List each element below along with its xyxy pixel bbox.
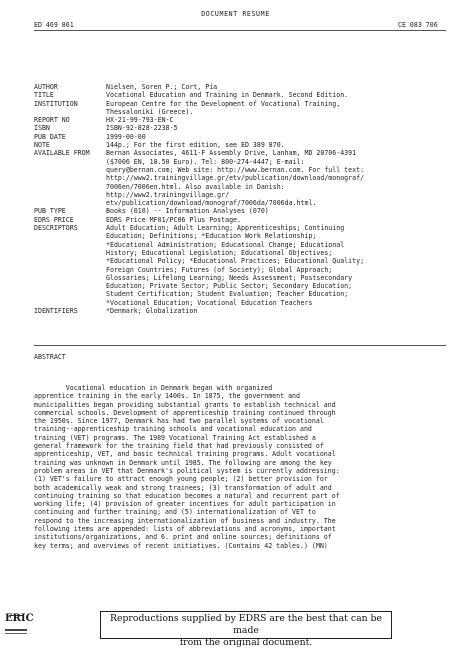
field-note bbox=[34, 141, 454, 149]
field-pub-type bbox=[34, 207, 454, 215]
field-label: ISBN bbox=[34, 124, 50, 133]
field-label: INSTITUTION bbox=[34, 99, 78, 108]
field-edrs-price bbox=[34, 216, 454, 224]
field-isbn bbox=[34, 124, 454, 132]
field-label: EDRS PRICE bbox=[34, 215, 74, 224]
field-value: 1999-00-00 bbox=[106, 132, 146, 141]
field-pub-date bbox=[34, 133, 454, 141]
field-value: ISBN-92-828-2238-5 bbox=[106, 124, 178, 133]
eric-logo bbox=[5, 605, 34, 641]
field-descriptors bbox=[34, 224, 454, 307]
abstract-text: Vocational education in Denmark began with organized apprentice training in the early 1400s. In 1875, the government and municipalities began providing substantial grants to establish technical and commercial schools. Development of apprenticeship training continued through the 1950s. Since 1977, Denmark has had two parallel systems of vocational training--apprenticeship training schools and vocational education and training (VET) programs. The 1989 Vocational Training Act established a general framework for the training field that had previously consisted of apprenticeship, VET, and basic technical training programs. Adult vocational training was unknown in Denmark until 1985. The following are among the key problem areas in VET that Denmark's political system is currently addressing: (1) VET's failure to attract enough young people; (2) better provision for both academically weak and strong trainees; (3) transformation of adult and continuing training so that education becomes a natural and recurrent part of working life; (4) provision of greater incentives for adult participation in continuing and further training; and (5) internationalization of VET to respond to the increasing internationalization of business and industry. The following items are appended: lists of abbreviations and acronyms, important institutions/organizations, and 6. print and online sources; definitions of key terms; and overviews of recent initiatives. (Contains 42 tables.) (MN) bbox=[34, 384, 340, 550]
field-value: Nielsen, Soren P.; Cort, Pia bbox=[106, 83, 218, 91]
field-report-no bbox=[34, 116, 454, 124]
field-label: TITLE bbox=[34, 91, 54, 100]
logo-word: ERIC bbox=[5, 613, 34, 624]
top-divider bbox=[34, 30, 446, 31]
field-value: 144p.; For the first edition, see ED 389 870. bbox=[106, 141, 285, 150]
field-label: NOTE bbox=[34, 141, 50, 150]
field-value: Books (010) -- Information Analyses (070) bbox=[106, 207, 269, 216]
ce-number: CE 083 706 bbox=[398, 21, 438, 29]
field-value: HX-21-99-793-EN-C bbox=[106, 116, 174, 125]
ed-number: ED 469 861 bbox=[34, 21, 74, 29]
reproduction-notice-line-2: from the original document. bbox=[179, 637, 313, 648]
field-available-from bbox=[34, 149, 454, 207]
field-title bbox=[34, 91, 454, 99]
bibliographic-fields bbox=[34, 83, 454, 315]
field-label: AUTHOR bbox=[34, 83, 58, 91]
field-label: PUB TYPE bbox=[34, 207, 66, 216]
field-label: PUB DATE bbox=[34, 132, 66, 141]
field-institution bbox=[34, 100, 454, 117]
field-identifiers bbox=[34, 307, 454, 315]
field-label: REPORT NO bbox=[34, 116, 70, 125]
reproduction-notice-line-1: Reproductions supplied by EDRS are the best that can be made bbox=[109, 613, 383, 636]
field-value: Vocational Education and Training in Denmark. Second Edition. bbox=[106, 91, 349, 100]
field-value: Bernan Associates, 4611-F Assembly Drive, Lanham, MD 20706-4391 ($7006 EN, 18.50 Euro). Tel: 800-274-4447; E-mail: query@bernan.com; Web site: http://www.bernan.com. For full text: http://www2.trainingvillage.gr/etv/publication/download/monograf/ 7006en/7006en.html. Also available in Danish: http://www2.trainingvillage.gr/ etv/publication/download/monograf/7006da/7006da.html. bbox=[106, 149, 365, 208]
field-label: AVAILABLE FROM bbox=[34, 149, 90, 158]
field-value: European Centre for the Development of Vocational Training, Thessaloniki (Greece). bbox=[106, 99, 341, 116]
field-author bbox=[34, 83, 454, 91]
field-label: DESCRIPTORS bbox=[34, 224, 78, 233]
field-value: Adult Education; Adult Learning; Apprenticeships; Continuing Education; Definitions; *Education Work Relationship; *Educational Administration; Educational Change; Educational History; Educational Legislation; Educational Objectives; *Educational Policy; *Educational Practices; Educational Quality; Foreign Countries; Futures (of Society); Global Approach; Glossaries; Lifelong Learning; Needs Assessment; Postsecondary Education; Private Sector; Public Sector; Secondary Education; Student Certification; Student Evaluation; Teacher Education; *Vocational Education; Vocational Education Teachers bbox=[106, 224, 365, 307]
abstract-label: ABSTRACT bbox=[34, 353, 66, 361]
document-title: DOCUMENT RESUME bbox=[201, 10, 270, 18]
reproduction-notice bbox=[100, 611, 392, 648]
field-label: IDENTIFIERS bbox=[34, 307, 78, 316]
abstract-divider bbox=[34, 345, 446, 346]
logo-underline bbox=[5, 629, 27, 631]
field-value: EDRS Price MF01/PC06 Plus Postage. bbox=[106, 215, 241, 224]
logo-underline-thin bbox=[5, 633, 27, 634]
field-value: *Denmark; Globalization bbox=[106, 307, 198, 316]
